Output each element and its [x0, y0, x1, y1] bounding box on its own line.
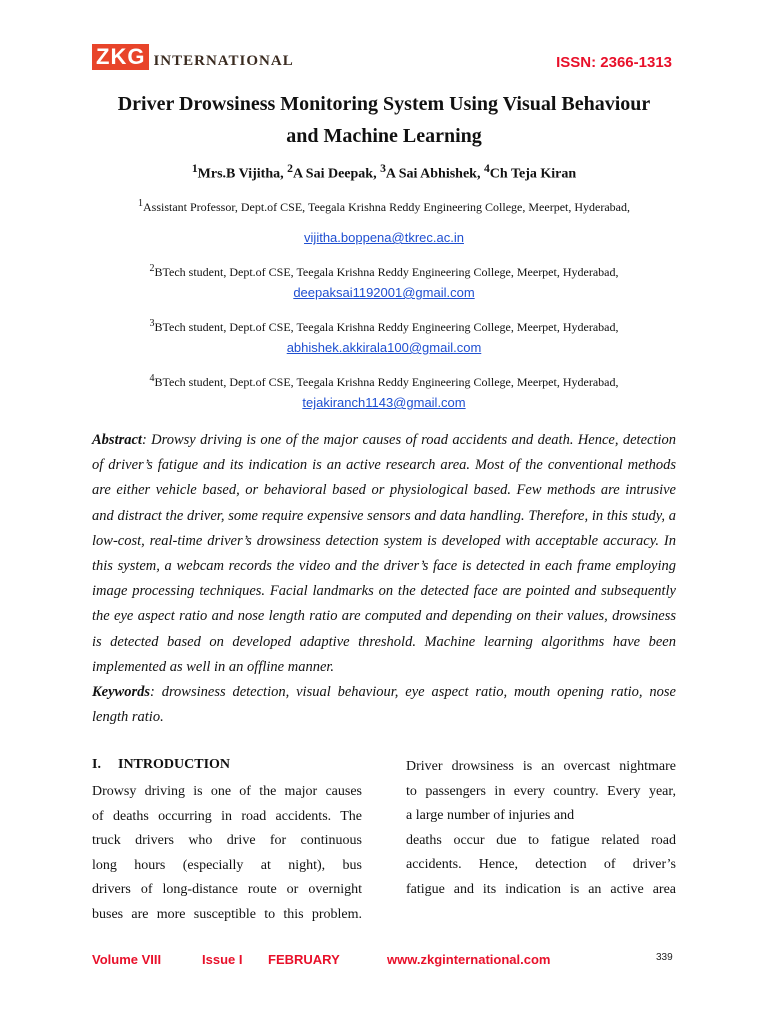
author-email-link[interactable]: deepaksai1192001@gmail.com: [293, 285, 475, 300]
affiliation-text: Assistant Professor, Dept.of CSE, Teegala Krishna Reddy Engineering College, Meerpet, Hyderabad,: [142, 200, 630, 214]
affiliation-text: BTech student, Dept.of CSE, Teegala Krishna Reddy Engineering College, Meerpet, Hyderabad,: [154, 320, 619, 334]
body-line: to passengers in every country. Every year,: [406, 783, 676, 799]
author-name: A Sai Deepak,: [292, 166, 381, 182]
intro-left-column: [92, 780, 362, 928]
abstract-text: : Drowsy driving is one of the major causes of road accidents and death. Hence, detection of driver’s fatigue and its indication is an active research area. Most of the conventional methods are either vehicle based, or behavioral based or physiological based. Few methods are intrusive and distract the driver, some require expensive sensors and data handling. Therefore, in this study, a low-cost, real-time driver’s drowsiness detection system is developed with acceptable accuracy. In this system, a webcam records the video and the driver’s face is detected in each frame employing image processing techniques. Facial landmarks on the detected face are pointed and subsequently the eye aspect ratio and nose length ratio are computed and depending on their values, drowsiness is detected based on developed adaptive threshold. Machine learning algorithms have been implemented as well in an offline manner.: [92, 432, 676, 675]
section-number: I.: [92, 757, 101, 772]
issn-label: ISSN: 2366-1313: [556, 54, 672, 71]
author-email-link[interactable]: tejakiranch1143@gmail.com: [302, 395, 466, 410]
intro-right-column: [406, 755, 676, 903]
keywords-text: : drowsiness detection, visual behaviour, eye aspect ratio, mouth opening ratio, nose length ratio.: [92, 684, 676, 726]
affiliation-sup: 1: [137, 198, 143, 209]
author-sup: 1: [191, 162, 198, 175]
paper-title: [60, 88, 708, 152]
body-line: accidents. Hence, detection of driver’s: [406, 857, 676, 873]
logo-word: INTERNATIONAL: [153, 53, 294, 69]
body-line: fatigue and its indication is an active area: [406, 881, 676, 897]
author-name: Mrs.B Vijitha,: [197, 166, 288, 182]
body-line: deaths occur due to fatigue related road: [406, 832, 676, 848]
author-sup: 3: [380, 162, 386, 175]
affiliation-2: [0, 263, 768, 280]
footer-volume: Volume VIII: [92, 952, 162, 967]
author-list: [0, 162, 768, 183]
keywords-label: Keywords: [92, 684, 150, 701]
affiliation-3: [0, 318, 768, 335]
title-line-1: Driver Drowsiness Monitoring System Using Visual Behaviour: [117, 93, 651, 115]
affiliation-sup: 3: [149, 318, 155, 329]
affiliation-text: BTech student, Dept.of CSE, Teegala Krishna Reddy Engineering College, Meerpet, Hyderabad,: [154, 375, 619, 389]
author-sup: 4: [483, 162, 490, 175]
page-number: 339: [656, 952, 673, 963]
author-sup: 2: [287, 162, 293, 175]
author-email-link[interactable]: abhishek.akkirala100@gmail.com: [286, 340, 482, 355]
footer-month: FEBRUARY: [268, 952, 340, 967]
author-name: Ch Teja Kiran: [489, 166, 577, 182]
title-line-2: and Machine Learning: [286, 125, 482, 147]
affiliation-1: [0, 198, 768, 215]
section-title: INTRODUCTION: [118, 757, 231, 772]
abstract-label: Abstract: [92, 432, 142, 448]
author-email-link[interactable]: vijitha.boppena@tkrec.ac.in: [304, 230, 464, 245]
body-line: of deaths occurring in road accidents. The: [92, 808, 362, 824]
abstract: [92, 428, 676, 730]
footer-website-link[interactable]: www.zkginternational.com: [387, 952, 551, 967]
body-line: buses are more susceptible to this problem.: [92, 906, 362, 922]
body-line: Driver drowsiness is an overcast nightmare: [406, 759, 676, 774]
affiliation-sup: 4: [149, 373, 155, 384]
author-name: A Sai Abhishek,: [385, 166, 484, 182]
body-line: Drowsy driving is one of the major causes: [92, 784, 362, 799]
logo-abbrev: ZKG: [92, 44, 149, 70]
body-line: drivers of long-distance route or overnight: [92, 882, 362, 898]
body-line: a large number of injuries and: [406, 808, 575, 824]
journal-logo: [92, 44, 294, 70]
affiliation-sup: 2: [149, 263, 155, 274]
body-line: long hours (especially at night), bus: [92, 857, 362, 873]
footer-issue: Issue I: [202, 952, 243, 967]
body-line: truck drivers who drive for continuous: [92, 833, 362, 849]
affiliation-4: [0, 373, 768, 390]
affiliation-text: BTech student, Dept.of CSE, Teegala Krishna Reddy Engineering College, Meerpet, Hyderabad,: [154, 265, 619, 279]
